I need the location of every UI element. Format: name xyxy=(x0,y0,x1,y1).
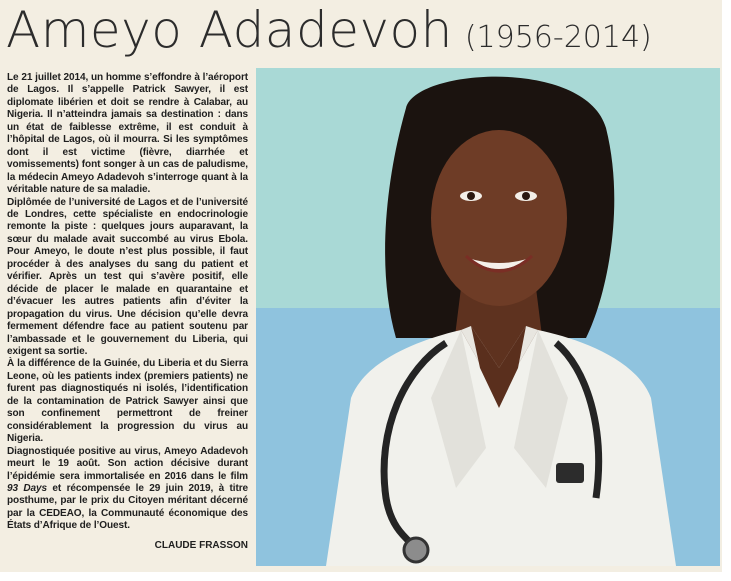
page-edge-bottom xyxy=(0,572,731,581)
left-pupil xyxy=(467,192,475,200)
article-paragraph-1: Le 21 juillet 2014, un homme s’effondre à l’aéroport de Lagos. Il s’appelle Patrick Sawyer, il est diplomate libérien et doit se rendre à Calabar, au Nigeria. Il n’atteindra jamais sa destination : dans un état de faiblesse extrême, il est conduit à l’hôpital de Lagos, où il mourra. Si les symptômes dont il est victime (fièvre, diarrhée et vomissements) font songer à un cas de paludisme, la médecin Ameyo Adadevoh s’interroge quant à la véritable nature de sa maladie. xyxy=(7,72,248,196)
stethoscope-tag xyxy=(556,463,584,483)
article-paragraph-4 xyxy=(7,446,248,533)
title-years: (1956-2014) xyxy=(464,20,652,55)
paragraph-4-start: Diagnostiquée positive au virus, Ameyo Adadevoh meurt le 19 août. Son action décisive durant l’épidémie sera immortalisée en 2016 dans le film xyxy=(7,445,248,482)
face-shape xyxy=(431,130,567,306)
article-paragraph-3: À la différence de la Guinée, du Liberia et du Sierra Leone, où les patients index (premiers patients) ne furent pas diagnostiqués ni isolés, l’identification de la contamination de Patrick Sawyer ainsi que son confinement permettront de freiner considérablement la progression du virus au Nigeria. xyxy=(7,358,248,445)
page-title xyxy=(6,0,721,62)
paragraph-4-end: et récompensée le 29 juin 2019, à titre posthume, par le prix du Citoyen méritant décerné par la CEDEAO, la Communauté économique des États d’Afrique de l’Ouest. xyxy=(7,482,248,532)
portrait-illustration xyxy=(256,68,720,566)
page-edge-right xyxy=(722,0,731,581)
film-title: 93 Days xyxy=(7,482,48,494)
article-paragraph-2: Diplômée de l’université de Lagos et de l’université de Londres, cette spécialiste en endocrinologie remonte la piste : quelques jours auparavant, la sœur du malade avait succombé au virus Ebola. Pour Ameyo, le doute n’est plus possible, il faut procéder à des analyses du sang du patient et vérifier. Après un test qui s’avère positif, elle décide de placer le malade en quarantaine et d’évacuer les autres patients afin d’éviter la propagation du virus. Une décision qu’elle devra fermement défendre face au patient soutenu par l’ambassade et le gouvernement du Liberia, qui exigent sa sortie. xyxy=(7,196,248,357)
article-body xyxy=(7,72,248,562)
author-byline: CLAUDE FRASSON xyxy=(154,540,248,551)
stethoscope-chestpiece xyxy=(404,538,428,562)
right-pupil xyxy=(522,192,530,200)
portrait-photo xyxy=(256,68,720,566)
title-name: Ameyo Adadevoh xyxy=(6,1,453,59)
